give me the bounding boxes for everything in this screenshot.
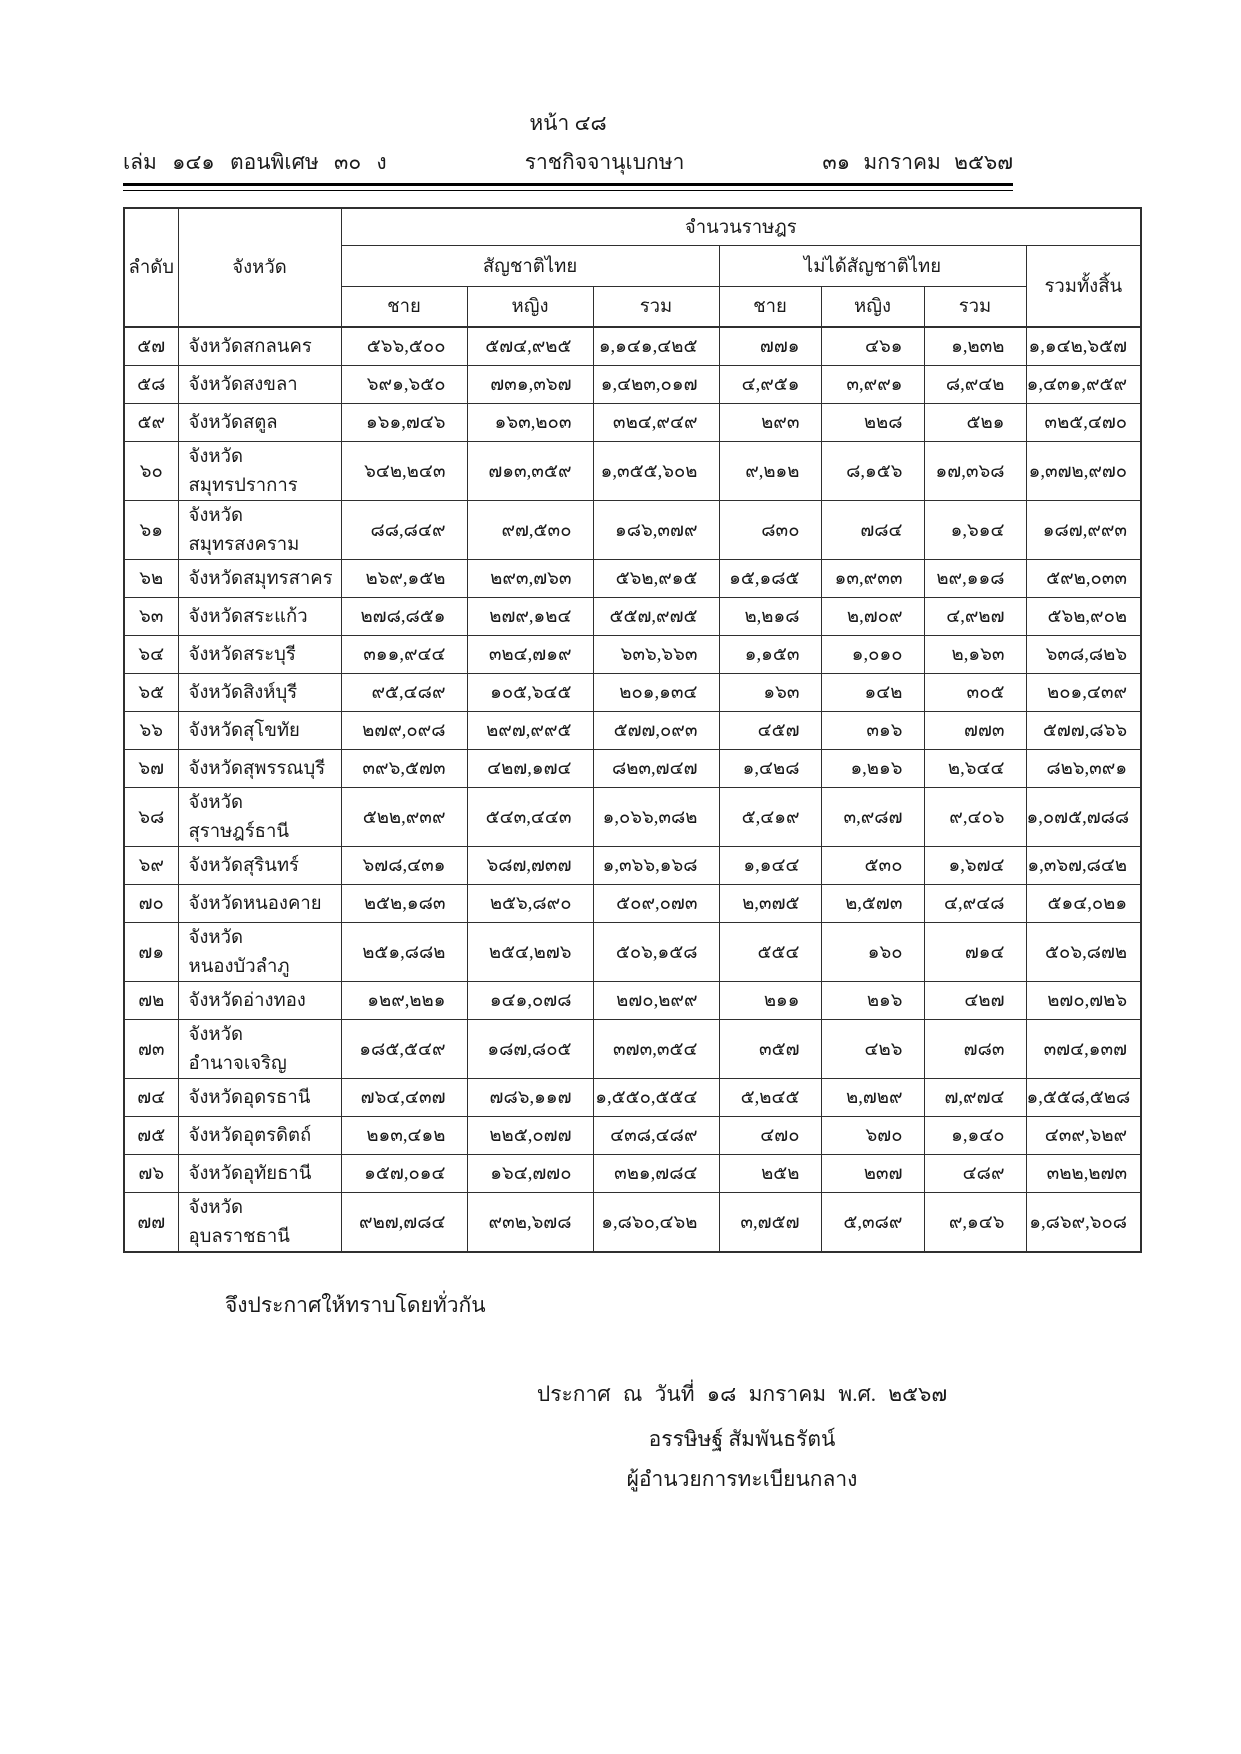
cell-thai-total: ๑,๘๖๐,๔๖๒ — [593, 1193, 719, 1253]
cell-thai-total: ๑,๕๕๐,๕๕๔ — [593, 1079, 719, 1117]
cell-nonthai-total: ๗๗๓ — [924, 712, 1026, 750]
cell-province: จังหวัดอุบลราชธานี — [178, 1193, 341, 1253]
cell-province: จังหวัดสุโขทัย — [178, 712, 341, 750]
cell-province: จังหวัดสงขลา — [178, 366, 341, 404]
cell-thai-total: ๑,๓๖๖,๑๖๘ — [593, 847, 719, 885]
table-row — [124, 847, 1141, 885]
cell-nonthai-total: ๔๒๗ — [924, 982, 1026, 1020]
cell-nonthai-total: ๗๑๔ — [924, 923, 1026, 982]
header-grand-total: รวมทั้งสิ้น — [1026, 246, 1141, 328]
cell-row-number: ๗๔ — [124, 1079, 178, 1117]
table-row — [124, 327, 1141, 366]
cell-nonthai-female: ๑๖๐ — [821, 923, 924, 982]
cell-nonthai-female: ๑๔๒ — [821, 674, 924, 712]
cell-nonthai-male: ๔,๙๕๑ — [719, 366, 821, 404]
table-row — [124, 1079, 1141, 1117]
table-row — [124, 750, 1141, 788]
table-row — [124, 788, 1141, 847]
cell-thai-male: ๒๑๓,๔๑๒ — [341, 1117, 467, 1155]
cell-nonthai-female: ๑,๐๑๐ — [821, 636, 924, 674]
cell-nonthai-female: ๓,๙๘๗ — [821, 788, 924, 847]
cell-row-number: ๗๗ — [124, 1193, 178, 1253]
cell-thai-female: ๓๒๔,๗๑๙ — [467, 636, 593, 674]
cell-thai-female: ๗๓๑,๓๖๗ — [467, 366, 593, 404]
cell-thai-male: ๙๕,๔๘๙ — [341, 674, 467, 712]
cell-province: จังหวัดอุทัยธานี — [178, 1155, 341, 1193]
cell-thai-female: ๙๓๒,๖๗๘ — [467, 1193, 593, 1253]
cell-nonthai-female: ๔๒๖ — [821, 1020, 924, 1079]
cell-province: จังหวัดหนองคาย — [178, 885, 341, 923]
cell-thai-male: ๒๕๒,๑๘๓ — [341, 885, 467, 923]
cell-nonthai-male: ๓,๗๕๗ — [719, 1193, 821, 1253]
cell-nonthai-female: ๒,๗๐๙ — [821, 598, 924, 636]
cell-row-number: ๗๓ — [124, 1020, 178, 1079]
cell-nonthai-total: ๔,๙๔๘ — [924, 885, 1026, 923]
cell-nonthai-female: ๑๓,๙๓๓ — [821, 560, 924, 598]
cell-nonthai-male: ๕๕๔ — [719, 923, 821, 982]
header-non-thai-nationality: ไม่ได้สัญชาติไทย — [719, 246, 1026, 287]
table-row — [124, 1117, 1141, 1155]
cell-thai-total: ๑,๔๒๓,๐๑๗ — [593, 366, 719, 404]
cell-row-number: ๖๒ — [124, 560, 178, 598]
cell-thai-male: ๓๑๑,๙๔๔ — [341, 636, 467, 674]
cell-thai-total: ๑๘๖,๓๗๙ — [593, 501, 719, 560]
cell-province: จังหวัดสมุทรสาคร — [178, 560, 341, 598]
cell-nonthai-total: ๗๘๓ — [924, 1020, 1026, 1079]
cell-nonthai-total: ๙,๑๔๖ — [924, 1193, 1026, 1253]
cell-province: จังหวัดสุพรรณบุรี — [178, 750, 341, 788]
cell-thai-total: ๕๐๖,๑๕๘ — [593, 923, 719, 982]
cell-nonthai-female: ๔๖๑ — [821, 327, 924, 366]
cell-nonthai-male: ๒,๓๗๕ — [719, 885, 821, 923]
cell-thai-female: ๙๗,๕๓๐ — [467, 501, 593, 560]
cell-thai-female: ๑๔๑,๐๗๘ — [467, 982, 593, 1020]
cell-province: จังหวัดอ่างทอง — [178, 982, 341, 1020]
cell-nonthai-female: ๖๗๐ — [821, 1117, 924, 1155]
cell-nonthai-male: ๘๓๐ — [719, 501, 821, 560]
cell-grand-total: ๕๖๒,๙๐๒ — [1026, 598, 1141, 636]
cell-nonthai-total: ๒,๑๖๓ — [924, 636, 1026, 674]
cell-grand-total: ๖๓๘,๘๒๖ — [1026, 636, 1141, 674]
volume-issue-label: เล่ม ๑๔๑ ตอนพิเศษ ๓๐ ง — [123, 150, 387, 174]
cell-thai-total: ๑,๐๖๖,๓๘๒ — [593, 788, 719, 847]
cell-nonthai-female: ๓๑๖ — [821, 712, 924, 750]
cell-nonthai-male: ๗๗๑ — [719, 327, 821, 366]
cell-grand-total: ๓๒๕,๔๗๐ — [1026, 404, 1141, 442]
cell-thai-male: ๑๘๕,๕๔๙ — [341, 1020, 467, 1079]
cell-province: จังหวัดสมุทรปราการ — [178, 442, 341, 501]
cell-row-number: ๕๗ — [124, 327, 178, 366]
cell-grand-total: ๑,๐๗๕,๗๘๘ — [1026, 788, 1141, 847]
cell-nonthai-male: ๒๑๑ — [719, 982, 821, 1020]
cell-thai-female: ๔๒๗,๑๗๔ — [467, 750, 593, 788]
cell-thai-male: ๖๗๘,๔๓๑ — [341, 847, 467, 885]
cell-nonthai-female: ๒๓๗ — [821, 1155, 924, 1193]
cell-thai-female: ๒๕๖,๘๙๐ — [467, 885, 593, 923]
cell-thai-total: ๕๗๗,๐๙๓ — [593, 712, 719, 750]
cell-thai-total: ๕๕๗,๙๗๕ — [593, 598, 719, 636]
cell-province: จังหวัดสิงห์บุรี — [178, 674, 341, 712]
cell-thai-female: ๕๗๔,๙๒๕ — [467, 327, 593, 366]
table-row — [124, 674, 1141, 712]
cell-nonthai-total: ๑๗,๓๖๘ — [924, 442, 1026, 501]
cell-row-number: ๗๖ — [124, 1155, 178, 1193]
cell-thai-female: ๒๒๕,๐๗๗ — [467, 1117, 593, 1155]
cell-grand-total: ๑,๓๗๒,๙๗๐ — [1026, 442, 1141, 501]
table-row — [124, 501, 1141, 560]
cell-thai-male: ๒๖๙,๑๕๒ — [341, 560, 467, 598]
cell-grand-total: ๕๐๖,๘๗๒ — [1026, 923, 1141, 982]
cell-province: จังหวัดอุดรธานี — [178, 1079, 341, 1117]
table-row — [124, 982, 1141, 1020]
cell-thai-male: ๒๕๑,๘๘๒ — [341, 923, 467, 982]
cell-thai-female: ๖๘๗,๗๓๗ — [467, 847, 593, 885]
cell-grand-total: ๑,๘๖๙,๖๐๘ — [1026, 1193, 1141, 1253]
cell-nonthai-total: ๒,๖๔๔ — [924, 750, 1026, 788]
cell-thai-female: ๒๗๙,๑๒๔ — [467, 598, 593, 636]
cell-row-number: ๖๐ — [124, 442, 178, 501]
issue-date-label: ๓๑ มกราคม ๒๕๖๗ — [822, 150, 1013, 174]
cell-thai-male: ๑๒๙,๒๒๑ — [341, 982, 467, 1020]
table-row — [124, 712, 1141, 750]
table-row — [124, 1155, 1141, 1193]
cell-nonthai-total: ๑,๑๔๐ — [924, 1117, 1026, 1155]
table-body — [124, 327, 1141, 1252]
cell-nonthai-male: ๑,๑๔๔ — [719, 847, 821, 885]
cell-thai-male: ๗๖๔,๔๓๗ — [341, 1079, 467, 1117]
cell-grand-total: ๒๐๑,๔๓๙ — [1026, 674, 1141, 712]
cell-grand-total: ๕๗๗,๘๖๖ — [1026, 712, 1141, 750]
cell-thai-male: ๓๙๖,๕๗๓ — [341, 750, 467, 788]
header-rule — [123, 183, 1013, 191]
cell-province: จังหวัดสระบุรี — [178, 636, 341, 674]
cell-nonthai-total: ๑,๒๓๒ — [924, 327, 1026, 366]
cell-thai-total: ๔๓๘,๔๘๙ — [593, 1117, 719, 1155]
closing-statement: จึงประกาศให้ทราบโดยทั่วกัน — [225, 1293, 486, 1317]
announcement-date: ประกาศ ณ วันที่ ๑๘ มกราคม พ.ศ. ๒๕๖๗ — [536, 1382, 948, 1406]
cell-province: จังหวัดสุราษฎร์ธานี — [178, 788, 341, 847]
cell-grand-total: ๕๑๔,๐๒๑ — [1026, 885, 1141, 923]
cell-thai-male: ๕๖๖,๕๐๐ — [341, 327, 467, 366]
cell-thai-female: ๑๘๗,๘๐๕ — [467, 1020, 593, 1079]
table-row — [124, 404, 1141, 442]
cell-thai-total: ๒๐๑,๑๓๔ — [593, 674, 719, 712]
cell-row-number: ๕๘ — [124, 366, 178, 404]
gazette-title: ราชกิจจานุเบกษา — [524, 150, 685, 174]
cell-nonthai-female: ๒๑๖ — [821, 982, 924, 1020]
cell-row-number: ๖๕ — [124, 674, 178, 712]
cell-nonthai-male: ๒๕๒ — [719, 1155, 821, 1193]
signature-block — [342, 1378, 1142, 1495]
cell-nonthai-female: ๑,๒๑๖ — [821, 750, 924, 788]
cell-nonthai-male: ๙,๒๑๒ — [719, 442, 821, 501]
population-table — [123, 207, 1142, 1253]
header-population: จำนวนราษฎร — [341, 208, 1141, 246]
cell-nonthai-total: ๑,๖๑๔ — [924, 501, 1026, 560]
cell-grand-total: ๕๙๒,๐๓๓ — [1026, 560, 1141, 598]
cell-grand-total: ๑,๔๓๑,๙๕๙ — [1026, 366, 1141, 404]
header-nonthai-female: หญิง — [821, 287, 924, 328]
cell-nonthai-total: ๑,๖๗๔ — [924, 847, 1026, 885]
cell-province: จังหวัดสระแก้ว — [178, 598, 341, 636]
cell-thai-total: ๕๖๒,๙๑๕ — [593, 560, 719, 598]
cell-row-number: ๗๒ — [124, 982, 178, 1020]
cell-nonthai-male: ๔๗๐ — [719, 1117, 821, 1155]
cell-thai-female: ๒๙๗,๙๙๕ — [467, 712, 593, 750]
cell-thai-total: ๓๒๑,๗๘๔ — [593, 1155, 719, 1193]
cell-row-number: ๖๗ — [124, 750, 178, 788]
cell-nonthai-male: ๔๕๗ — [719, 712, 821, 750]
cell-thai-male: ๒๗๘,๘๕๑ — [341, 598, 467, 636]
cell-row-number: ๗๑ — [124, 923, 178, 982]
cell-nonthai-female: ๕,๓๘๙ — [821, 1193, 924, 1253]
cell-thai-total: ๓๗๓,๓๕๔ — [593, 1020, 719, 1079]
header-row-number: ลำดับ — [124, 208, 178, 327]
cell-thai-total: ๓๒๔,๙๔๙ — [593, 404, 719, 442]
cell-row-number: ๕๙ — [124, 404, 178, 442]
cell-thai-male: ๖๔๒,๒๔๓ — [341, 442, 467, 501]
cell-thai-male: ๑๕๗,๐๑๔ — [341, 1155, 467, 1193]
cell-province: จังหวัดสมุทรสงคราม — [178, 501, 341, 560]
cell-grand-total: ๑,๕๕๘,๕๒๘ — [1026, 1079, 1141, 1117]
cell-nonthai-male: ๒๙๓ — [719, 404, 821, 442]
cell-thai-female: ๑๖๔,๗๗๐ — [467, 1155, 593, 1193]
cell-grand-total: ๒๗๐,๗๒๖ — [1026, 982, 1141, 1020]
cell-nonthai-female: ๓,๙๙๑ — [821, 366, 924, 404]
cell-thai-male: ๘๘,๘๔๙ — [341, 501, 467, 560]
table-row — [124, 560, 1141, 598]
cell-nonthai-total: ๕๒๑ — [924, 404, 1026, 442]
cell-row-number: ๖๖ — [124, 712, 178, 750]
cell-nonthai-total: ๗,๙๗๔ — [924, 1079, 1026, 1117]
cell-nonthai-female: ๘,๑๕๖ — [821, 442, 924, 501]
table-row — [124, 366, 1141, 404]
cell-thai-total: ๑,๑๔๑,๔๒๕ — [593, 327, 719, 366]
cell-nonthai-female: ๗๘๔ — [821, 501, 924, 560]
cell-thai-female: ๑๐๕,๖๔๕ — [467, 674, 593, 712]
cell-thai-total: ๖๓๖,๖๖๓ — [593, 636, 719, 674]
cell-row-number: ๖๘ — [124, 788, 178, 847]
table-row — [124, 442, 1141, 501]
cell-nonthai-total: ๔๘๙ — [924, 1155, 1026, 1193]
cell-grand-total: ๑,๑๔๒,๖๕๗ — [1026, 327, 1141, 366]
cell-province: จังหวัดหนองบัวลำภู — [178, 923, 341, 982]
cell-grand-total: ๓๒๒,๒๗๓ — [1026, 1155, 1141, 1193]
header-thai-male: ชาย — [341, 287, 467, 328]
header-nonthai-total: รวม — [924, 287, 1026, 328]
header-row-population — [124, 208, 1141, 246]
cell-grand-total: ๑,๓๖๗,๘๔๒ — [1026, 847, 1141, 885]
cell-row-number: ๖๔ — [124, 636, 178, 674]
cell-grand-total: ๑๘๗,๙๙๓ — [1026, 501, 1141, 560]
table-row — [124, 885, 1141, 923]
signer-title: ผู้อำนวยการทะเบียนกลาง — [626, 1467, 858, 1491]
table-row — [124, 923, 1141, 982]
cell-grand-total: ๘๒๖,๓๙๑ — [1026, 750, 1141, 788]
cell-thai-male: ๖๙๑,๖๕๐ — [341, 366, 467, 404]
cell-nonthai-female: ๕๓๐ — [821, 847, 924, 885]
cell-nonthai-total: ๔,๙๒๗ — [924, 598, 1026, 636]
header-thai-total: รวม — [593, 287, 719, 328]
cell-nonthai-male: ๑,๔๒๘ — [719, 750, 821, 788]
cell-province: จังหวัดอุตรดิตถ์ — [178, 1117, 341, 1155]
cell-nonthai-female: ๒๒๘ — [821, 404, 924, 442]
cell-row-number: ๖๙ — [124, 847, 178, 885]
cell-thai-total: ๑,๓๕๕,๖๐๒ — [593, 442, 719, 501]
header-thai-nationality: สัญชาติไทย — [341, 246, 719, 287]
cell-nonthai-male: ๑๕,๑๘๕ — [719, 560, 821, 598]
cell-thai-total: ๕๐๙,๐๗๓ — [593, 885, 719, 923]
signer-name: อรรษิษฐ์ สัมพันธรัตน์ — [648, 1427, 836, 1451]
cell-province: จังหวัดสตูล — [178, 404, 341, 442]
cell-row-number: ๗๐ — [124, 885, 178, 923]
cell-thai-total: ๒๗๐,๒๙๙ — [593, 982, 719, 1020]
cell-nonthai-male: ๑๖๓ — [719, 674, 821, 712]
cell-province: จังหวัดอำนาจเจริญ — [178, 1020, 341, 1079]
cell-nonthai-female: ๒,๕๗๓ — [821, 885, 924, 923]
cell-nonthai-male: ๕,๔๑๙ — [719, 788, 821, 847]
header-thai-female: หญิง — [467, 287, 593, 328]
page-number-label: หน้า ๔๘ — [529, 111, 607, 135]
header-province: จังหวัด — [178, 208, 341, 327]
cell-nonthai-total: ๘,๙๔๒ — [924, 366, 1026, 404]
cell-row-number: ๖๑ — [124, 501, 178, 560]
cell-thai-female: ๒๙๓,๗๖๓ — [467, 560, 593, 598]
cell-nonthai-male: ๕,๒๔๕ — [719, 1079, 821, 1117]
cell-nonthai-female: ๒,๗๒๙ — [821, 1079, 924, 1117]
cell-thai-female: ๕๔๓,๔๔๓ — [467, 788, 593, 847]
cell-nonthai-total: ๓๐๕ — [924, 674, 1026, 712]
cell-nonthai-total: ๙,๔๐๖ — [924, 788, 1026, 847]
cell-province: จังหวัดสกลนคร — [178, 327, 341, 366]
table-row — [124, 636, 1141, 674]
cell-thai-female: ๗๘๖,๑๑๗ — [467, 1079, 593, 1117]
cell-grand-total: ๔๓๙,๖๒๙ — [1026, 1117, 1141, 1155]
masthead — [123, 148, 1013, 176]
cell-nonthai-male: ๒,๒๑๘ — [719, 598, 821, 636]
header-nonthai-male: ชาย — [719, 287, 821, 328]
cell-thai-female: ๑๖๓,๒๐๓ — [467, 404, 593, 442]
cell-nonthai-male: ๓๕๗ — [719, 1020, 821, 1079]
table-header — [124, 208, 1141, 327]
table-row — [124, 1020, 1141, 1079]
cell-thai-male: ๙๒๗,๗๘๔ — [341, 1193, 467, 1253]
cell-row-number: ๖๓ — [124, 598, 178, 636]
cell-thai-male: ๕๒๒,๙๓๙ — [341, 788, 467, 847]
table-row — [124, 1193, 1141, 1253]
cell-thai-male: ๑๖๑,๗๔๖ — [341, 404, 467, 442]
cell-province: จังหวัดสุรินทร์ — [178, 847, 341, 885]
cell-row-number: ๗๕ — [124, 1117, 178, 1155]
cell-thai-female: ๒๕๔,๒๗๖ — [467, 923, 593, 982]
cell-nonthai-male: ๑,๑๕๓ — [719, 636, 821, 674]
cell-grand-total: ๓๗๔,๑๓๗ — [1026, 1020, 1141, 1079]
table-row — [124, 598, 1141, 636]
cell-thai-total: ๘๒๓,๗๔๗ — [593, 750, 719, 788]
cell-thai-male: ๒๗๙,๐๙๘ — [341, 712, 467, 750]
cell-nonthai-total: ๒๙,๑๑๘ — [924, 560, 1026, 598]
cell-thai-female: ๗๑๓,๓๕๙ — [467, 442, 593, 501]
